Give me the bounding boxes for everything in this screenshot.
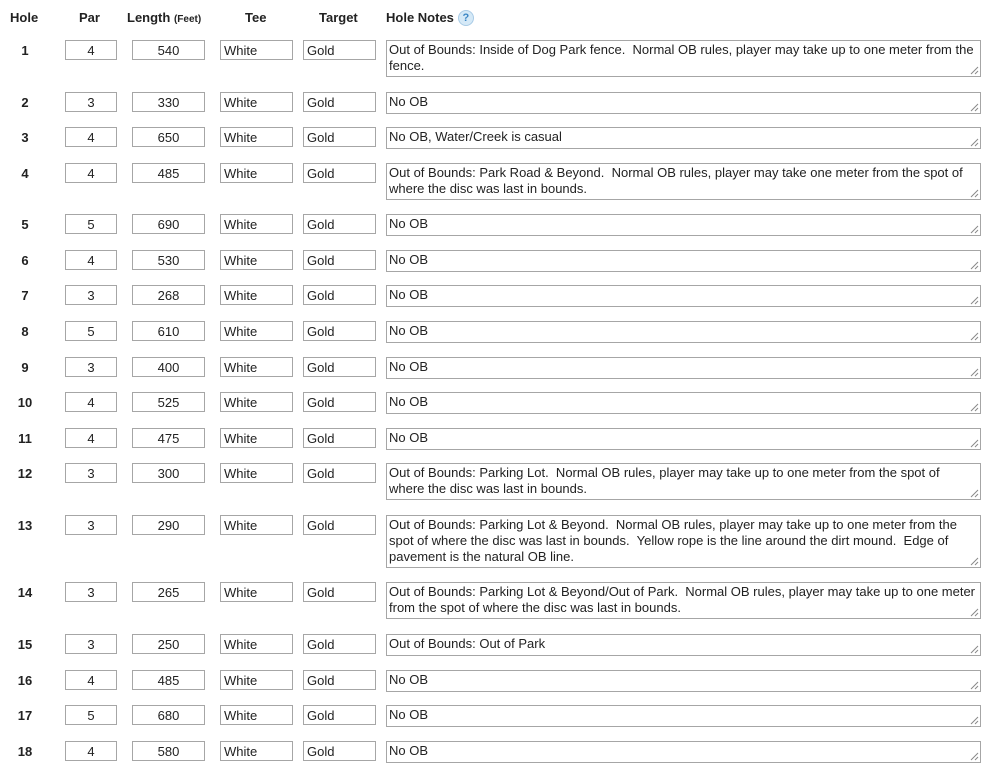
length-input[interactable] xyxy=(132,92,205,112)
hole-notes-textarea[interactable] xyxy=(386,285,981,307)
resize-handle-icon[interactable] xyxy=(970,189,979,198)
header-hole-notes xyxy=(386,10,474,26)
length-input[interactable] xyxy=(132,127,205,147)
hole-notes-text: No OB xyxy=(389,430,429,445)
hole-notes-textarea[interactable] xyxy=(386,705,981,727)
hole-number: 8 xyxy=(21,324,29,339)
tee-input[interactable] xyxy=(220,515,293,535)
par-input[interactable] xyxy=(65,127,117,147)
header-length xyxy=(127,10,201,25)
hole-notes-text: Out of Bounds: Parking Lot. Normal OB rules, player may take up to one meter from the spot of where the disc was last in bounds. xyxy=(389,465,944,496)
hole-notes-textarea[interactable] xyxy=(386,92,981,114)
tee-input[interactable] xyxy=(220,705,293,725)
resize-handle-icon[interactable] xyxy=(970,489,979,498)
resize-handle-icon[interactable] xyxy=(970,103,979,112)
hole-number: 18 xyxy=(17,744,33,759)
hole-number: 6 xyxy=(21,253,29,268)
tee-input[interactable] xyxy=(220,250,293,270)
hole-number: 5 xyxy=(21,217,29,232)
length-input[interactable] xyxy=(132,285,205,305)
length-input[interactable] xyxy=(132,428,205,448)
par-input[interactable] xyxy=(65,357,117,377)
target-input[interactable] xyxy=(303,357,376,377)
header-length-unit: (Feet) xyxy=(173,14,202,25)
hole-notes-textarea[interactable] xyxy=(386,741,981,763)
hole-notes-text: Out of Bounds: Park Road & Beyond. Normal OB rules, player may take one meter from the spot of where the disc was last in bounds. xyxy=(389,165,967,196)
par-input[interactable] xyxy=(65,670,117,690)
resize-handle-icon[interactable] xyxy=(970,332,979,341)
resize-handle-icon[interactable] xyxy=(970,608,979,617)
target-input[interactable] xyxy=(303,321,376,341)
hole-notes-textarea[interactable] xyxy=(386,634,981,656)
par-input[interactable] xyxy=(65,705,117,725)
hole-notes-text: No OB xyxy=(389,359,429,374)
tee-input[interactable] xyxy=(220,127,293,147)
par-input[interactable] xyxy=(65,214,117,234)
target-input[interactable] xyxy=(303,127,376,147)
target-input[interactable] xyxy=(303,250,376,270)
target-input[interactable] xyxy=(303,40,376,60)
par-input[interactable] xyxy=(65,392,117,412)
par-input[interactable] xyxy=(65,321,117,341)
hole-notes-text: Out of Bounds: Parking Lot & Beyond. Normal OB rules, player may take up to one meter from the spot of where the disc was last in bounds. Yellow rope is the line around the dirt mound. Edge of pavement is the natural OB line. xyxy=(389,517,961,564)
hole-number: 10 xyxy=(17,395,33,410)
tee-input[interactable] xyxy=(220,214,293,234)
hole-notes-textarea[interactable] xyxy=(386,392,981,414)
hole-notes-text: Out of Bounds: Inside of Dog Park fence. Normal OB rules, player may take up to one meter from the fence. xyxy=(389,42,978,73)
hole-notes-text: No OB, Water/Creek is casual xyxy=(389,129,562,144)
hole-notes-text: No OB xyxy=(389,323,429,338)
length-input[interactable] xyxy=(132,670,205,690)
par-input[interactable] xyxy=(65,285,117,305)
header-hole-notes-label: Hole Notes xyxy=(386,10,454,25)
header-tee: Tee xyxy=(245,10,267,25)
hole-notes-textarea[interactable] xyxy=(386,321,981,343)
tee-input[interactable] xyxy=(220,163,293,183)
target-input[interactable] xyxy=(303,92,376,112)
par-input[interactable] xyxy=(65,582,117,602)
length-input[interactable] xyxy=(132,741,205,761)
target-input[interactable] xyxy=(303,515,376,535)
header-par: Par xyxy=(79,10,100,25)
tee-input[interactable] xyxy=(220,670,293,690)
hole-notes-textarea[interactable] xyxy=(386,127,981,149)
hole-notes-textarea[interactable] xyxy=(386,463,981,500)
hole-number: 9 xyxy=(21,360,29,375)
target-input[interactable] xyxy=(303,163,376,183)
resize-handle-icon[interactable] xyxy=(970,138,979,147)
length-input[interactable] xyxy=(132,582,205,602)
resize-handle-icon[interactable] xyxy=(970,645,979,654)
tee-input[interactable] xyxy=(220,634,293,654)
length-input[interactable] xyxy=(132,392,205,412)
target-input[interactable] xyxy=(303,463,376,483)
header-length-label: Length xyxy=(127,10,171,25)
hole-notes-textarea[interactable] xyxy=(386,214,981,236)
hole-number: 11 xyxy=(18,431,32,446)
tee-input[interactable] xyxy=(220,428,293,448)
tee-input[interactable] xyxy=(220,392,293,412)
resize-handle-icon[interactable] xyxy=(970,225,979,234)
hole-notes-text: Out of Bounds: Parking Lot & Beyond/Out of Park. Normal OB rules, player may take up to one meter from the spot of where the disc was last in bounds. xyxy=(389,584,979,615)
target-input[interactable] xyxy=(303,285,376,305)
hole-number: 12 xyxy=(17,466,33,481)
par-input[interactable] xyxy=(65,463,117,483)
resize-handle-icon[interactable] xyxy=(970,557,979,566)
hole-notes-textarea[interactable] xyxy=(386,670,981,692)
hole-number: 2 xyxy=(21,95,29,110)
header-hole: Hole xyxy=(10,10,39,25)
target-input[interactable] xyxy=(303,392,376,412)
hole-number: 3 xyxy=(21,130,29,145)
hole-notes-text: No OB xyxy=(389,216,429,231)
length-input[interactable] xyxy=(132,40,205,60)
hole-notes-textarea[interactable] xyxy=(386,515,981,568)
tee-input[interactable] xyxy=(220,357,293,377)
hole-number: 17 xyxy=(17,708,33,723)
resize-handle-icon[interactable] xyxy=(970,681,979,690)
hole-notes-textarea[interactable] xyxy=(386,40,981,77)
hole-number: 7 xyxy=(21,288,29,303)
hole-number: 15 xyxy=(17,637,33,652)
resize-handle-icon[interactable] xyxy=(970,296,979,305)
target-input[interactable] xyxy=(303,582,376,602)
length-input[interactable] xyxy=(132,163,205,183)
tee-input[interactable] xyxy=(220,463,293,483)
par-input[interactable] xyxy=(65,40,117,60)
tee-input[interactable] xyxy=(220,321,293,341)
length-input[interactable] xyxy=(132,321,205,341)
length-input[interactable] xyxy=(132,705,205,725)
header-target: Target xyxy=(319,10,358,25)
par-input[interactable] xyxy=(65,515,117,535)
tee-input[interactable] xyxy=(220,285,293,305)
length-input[interactable] xyxy=(132,634,205,654)
tee-input[interactable] xyxy=(220,582,293,602)
length-input[interactable] xyxy=(132,357,205,377)
hole-number: 16 xyxy=(17,673,33,688)
hole-notes-textarea[interactable] xyxy=(386,582,981,619)
hole-notes-textarea[interactable] xyxy=(386,428,981,450)
par-input[interactable] xyxy=(65,163,117,183)
hole-number: 13 xyxy=(17,518,33,533)
par-input[interactable] xyxy=(65,428,117,448)
hole-notes-text: No OB xyxy=(389,252,429,267)
help-icon[interactable]: ? xyxy=(458,10,474,26)
length-input[interactable] xyxy=(132,250,205,270)
hole-notes-text: No OB xyxy=(389,672,429,687)
resize-handle-icon[interactable] xyxy=(970,439,979,448)
hole-notes-text: No OB xyxy=(389,287,429,302)
tee-input[interactable] xyxy=(220,40,293,60)
par-input[interactable] xyxy=(65,634,117,654)
target-input[interactable] xyxy=(303,705,376,725)
hole-number: 14 xyxy=(17,585,33,600)
resize-handle-icon[interactable] xyxy=(970,368,979,377)
length-input[interactable] xyxy=(132,214,205,234)
resize-handle-icon[interactable] xyxy=(970,716,979,725)
resize-handle-icon[interactable] xyxy=(970,261,979,270)
target-input[interactable] xyxy=(303,428,376,448)
length-input[interactable] xyxy=(132,515,205,535)
resize-handle-icon[interactable] xyxy=(970,752,979,761)
hole-notes-text: No OB xyxy=(389,94,429,109)
tee-input[interactable] xyxy=(220,92,293,112)
par-input[interactable] xyxy=(65,92,117,112)
target-input[interactable] xyxy=(303,741,376,761)
hole-notes-textarea[interactable] xyxy=(386,250,981,272)
resize-handle-icon[interactable] xyxy=(970,66,979,75)
hole-notes-textarea[interactable] xyxy=(386,357,981,379)
target-input[interactable] xyxy=(303,670,376,690)
resize-handle-icon[interactable] xyxy=(970,403,979,412)
hole-notes-text: No OB xyxy=(389,707,429,722)
hole-number: 4 xyxy=(21,166,29,181)
hole-notes-textarea[interactable] xyxy=(386,163,981,200)
length-input[interactable] xyxy=(132,463,205,483)
target-input[interactable] xyxy=(303,214,376,234)
hole-notes-text: No OB xyxy=(389,743,429,758)
tee-input[interactable] xyxy=(220,741,293,761)
par-input[interactable] xyxy=(65,741,117,761)
hole-number: 1 xyxy=(21,43,29,58)
hole-notes-text: Out of Bounds: Out of Park xyxy=(389,636,546,651)
target-input[interactable] xyxy=(303,634,376,654)
hole-notes-text: No OB xyxy=(389,394,429,409)
par-input[interactable] xyxy=(65,250,117,270)
